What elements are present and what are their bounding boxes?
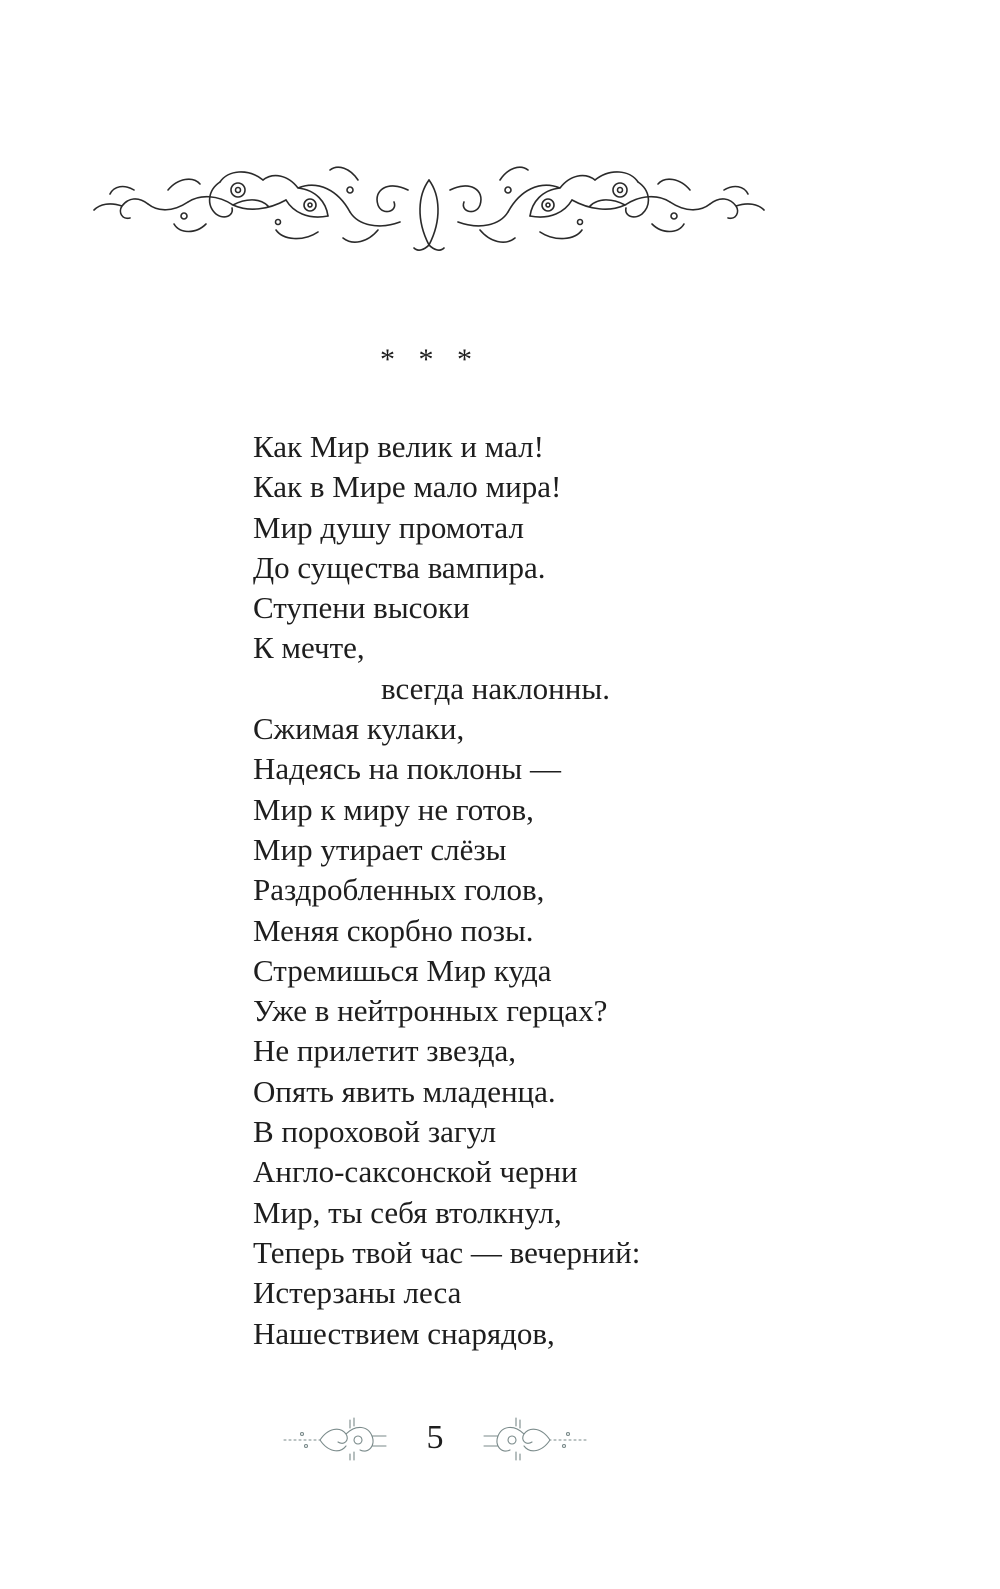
poem-line: Надеясь на поклоны —: [253, 751, 561, 787]
poem-line: Сжимая кулаки,: [253, 711, 465, 747]
poem-line: До существа вампира.: [253, 549, 546, 585]
poem-line: Как Мир велик и мал!: [253, 429, 544, 464]
poem-line: Как в Мире мало мира!: [253, 469, 562, 505]
poem-line: В пороховой загул: [253, 1114, 497, 1150]
small-floral-ornament-icon: [480, 1414, 590, 1464]
poem-line: К мечте,: [253, 630, 365, 666]
page-footer: [280, 1410, 590, 1466]
poem-line: Опять явить младенца.: [253, 1073, 556, 1109]
poem-line: Уже в нейтронных герцах?: [253, 993, 608, 1029]
small-floral-ornament-icon: [280, 1414, 390, 1464]
poem-line-indented: всегда наклонны.: [381, 670, 610, 706]
poem-line: Мир утирает слёзы: [253, 831, 507, 867]
poem-line: Нашествием снарядов,: [253, 1315, 555, 1351]
poem-line: Не прилетит звезда,: [253, 1033, 517, 1069]
page-number: 5: [426, 1419, 444, 1456]
poem-line: Ступени высоки: [253, 590, 470, 626]
poem-line: Меняя скорбно позы.: [253, 912, 534, 948]
floral-scroll-ornament-icon: [88, 150, 770, 260]
poem-line: Раздробленных голов,: [253, 872, 545, 908]
poem-line: Мир, ты себя втолкнул,: [253, 1194, 562, 1230]
poem-line: Мир душу промотал: [253, 509, 524, 545]
poem-line: Стремишься Мир куда: [253, 952, 552, 988]
poem: [253, 427, 813, 1354]
poem-line: Мир к миру не готов,: [253, 791, 534, 827]
poem-line: Истерзаны леса: [253, 1275, 462, 1311]
section-separator: * * *: [380, 343, 480, 376]
poem-line: Англо-саксонской черни: [253, 1154, 578, 1190]
poem-line: Теперь твой час — вечерний:: [253, 1234, 641, 1270]
